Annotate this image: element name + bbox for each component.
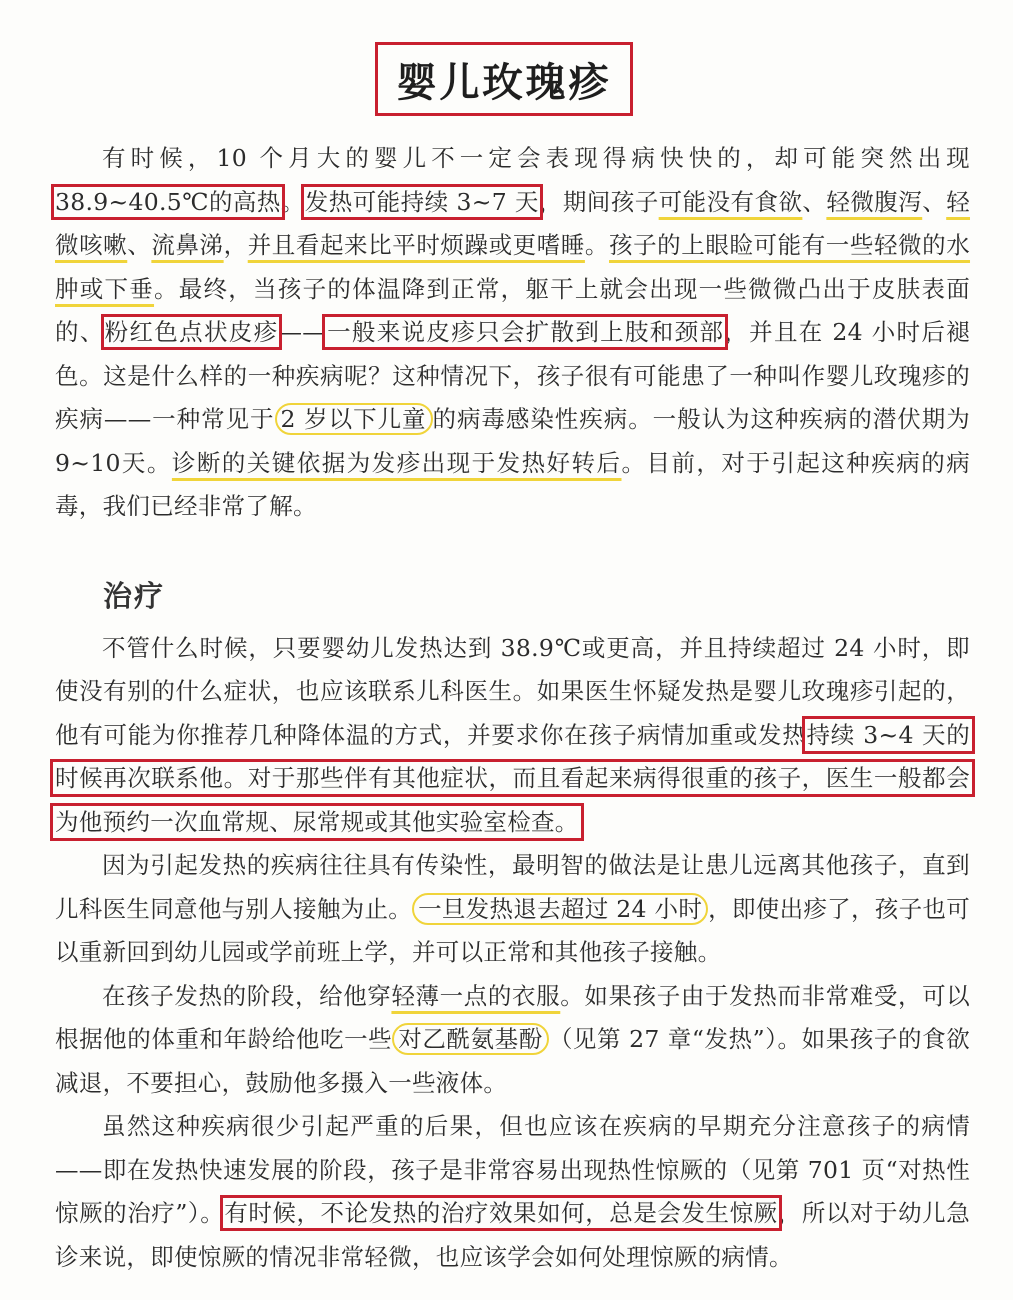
yellow-circle-medicine: 对乙酰氨基酚 <box>392 1023 549 1055</box>
paragraph-treatment-3 <box>55 975 970 1106</box>
paragraph-intro <box>55 137 970 529</box>
text-run: 。 <box>584 231 610 259</box>
paragraph-treatment-1 <box>55 627 970 845</box>
text-run: 有时候，10 个月大的婴儿不一定会表现得病快快的，却可能突然出现 <box>102 144 970 172</box>
text-run: 、 <box>922 187 947 216</box>
yellow-underline: 可能没有食欲 <box>658 187 803 216</box>
text-run: 。最终，当孩子的体温降到正常，躯干上就会出现一些微微凸出于皮肤表面的、 <box>55 274 970 346</box>
red-box-recontact: 持续 3~4 天的时候再次联系他。对于那些伴有其他症状，而且看起来病得很重的孩子，医生一般都会为他预约一次血常规、尿常规或其他实验室检查。 <box>55 720 970 836</box>
yellow-circle-24h: 一旦发热退去超过 24 小时 <box>412 893 708 925</box>
text-run: 不管什么时候，只要婴幼儿发热达到 38.9℃或更高，并且持续超过 24 小时，即使没有别的什么症状，也应该联系儿科医生。如果医生怀疑发热是婴儿玫瑰疹引起的，他有可能为你推荐几种降体温的方式，并要求你在孩子病情加重或发热 <box>55 633 970 749</box>
text-run: 的病毒感染性疾病。一般认为这种疾病的潜伏期为9~10天。 <box>55 405 970 477</box>
text-run: 在孩子发热的阶段，给他穿 <box>102 981 392 1010</box>
text-run: 。如果孩子由于发热而非常难受，可以根据他的体重和年龄给他吃一些 <box>55 981 970 1053</box>
section-heading: 治疗 <box>103 578 166 613</box>
text-run: ，所以对于幼儿急诊来说，即使惊厥的情况非常轻微，也应该学会如何处理惊厥的病情。 <box>55 1199 970 1271</box>
yellow-underline: 孩子的上眼睑可能有一些轻微的水肿或下垂 <box>55 231 971 303</box>
page-body <box>55 137 970 1279</box>
red-box-fever-duration: 发热可能持续 3~7 天 <box>304 187 539 216</box>
title-highlight-box <box>375 42 633 116</box>
yellow-circle-age: 2 岁以下儿童 <box>275 403 433 435</box>
text-run: ， <box>223 231 248 259</box>
yellow-underline: 诊断的关键依据为发疹出现于发热好转后 <box>171 448 622 477</box>
text-run: ，期间孩子 <box>538 187 659 216</box>
text-run: 、 <box>802 187 827 216</box>
text-run: 、 <box>127 231 152 259</box>
red-box-fever-range: 38.9~40.5℃的高热 <box>55 187 281 216</box>
yellow-underline: 轻微咳嗽 <box>55 187 970 259</box>
text-run: 因为引起发热的疾病往往具有传染性，最明智的做法是让患儿远离其他孩子，直到儿科医生同意他与别人接触为止。 <box>55 851 970 923</box>
text-run: （见第 27 章“发热”）。如果孩子的食欲减退，不要担心，鼓励他多摄入一些液体。 <box>55 1025 970 1097</box>
paragraph-treatment-4 <box>55 1105 970 1279</box>
text-run: 虽然这种疾病很少引起严重的后果，但也应该在疾病的早期充分注意孩子的病情——即在发热快速发展的阶段，孩子是非常容易出现热性惊厥的（见第 701 页“对热性惊厥的治疗”）。 <box>55 1112 970 1227</box>
red-box-seizure: 有时候，不论发热的治疗效果如何，总是会发生惊厥 <box>224 1199 778 1227</box>
text-run: —— <box>278 318 327 346</box>
yellow-underline: 轻微腹泻 <box>826 187 923 216</box>
text-run: 。 <box>280 187 305 216</box>
text-run: ，即使出疹了，孩子也可以重新回到幼儿园或学前班上学，并可以正常和其他孩子接触。 <box>55 894 970 966</box>
text-run: 。目前，对于引起这种疾病的病毒，我们已经非常了解。 <box>55 448 970 520</box>
red-box-rash-spread: 一般来说皮疹只会扩散到上肢和颈部 <box>326 318 725 346</box>
yellow-underline: 流鼻涕 <box>151 231 224 259</box>
text-run: ，并且在 24 小时后褪色。这是什么样的一种疾病呢？这种情况下，孩子很有可能患了一种叫作婴儿玫瑰疹的疾病——一种常见于 <box>55 318 970 433</box>
page-title: 婴儿玫瑰疹 <box>396 58 612 106</box>
paragraph-treatment-2 <box>55 844 970 975</box>
yellow-underline: 并且看起来比平时烦躁或更嗜睡 <box>247 231 585 259</box>
yellow-underline: 轻薄一点的衣服 <box>391 981 561 1010</box>
red-box-rash: 粉红色点状皮疹 <box>104 318 279 346</box>
